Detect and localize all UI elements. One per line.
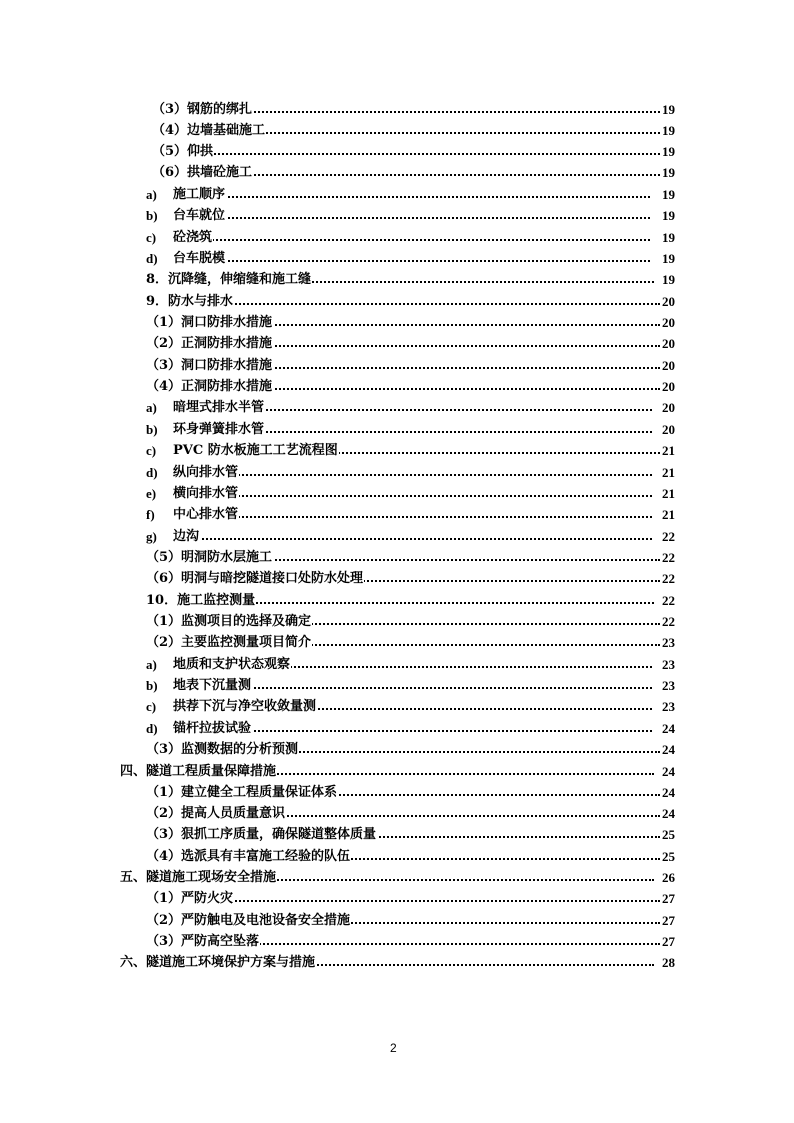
toc-entry[interactable] bbox=[152, 121, 675, 141]
toc-leader-dots bbox=[175, 196, 650, 198]
toc-entry[interactable] bbox=[146, 655, 675, 675]
toc-entry[interactable] bbox=[146, 270, 675, 290]
toc-entry-page: 24 bbox=[661, 783, 675, 803]
toc-entry-label: （4）正洞防排水措施 bbox=[146, 377, 273, 397]
toc-entry-page: 22 bbox=[661, 569, 675, 589]
toc-entry-page: 24 bbox=[661, 762, 675, 782]
toc-leader-dots bbox=[175, 239, 650, 241]
toc-entry-page: 20 bbox=[661, 334, 675, 354]
toc-entry-label: PVC 防水板施工工艺流程图 bbox=[173, 441, 339, 461]
toc-entry-page: 22 bbox=[661, 612, 675, 632]
toc-entry[interactable] bbox=[146, 719, 675, 739]
toc-entry[interactable] bbox=[146, 783, 675, 803]
toc-entry-page: 21 bbox=[661, 463, 675, 483]
toc-entry-label: （1）严防火灾 bbox=[146, 889, 234, 909]
toc-entry-label: 10．施工监控测量 bbox=[146, 591, 256, 611]
toc-entry-marker: b) bbox=[146, 208, 158, 223]
toc-entry[interactable] bbox=[152, 142, 675, 162]
toc-leader-dots bbox=[175, 495, 652, 497]
toc-leader-dots bbox=[175, 260, 650, 262]
toc-entry-label: （2）严防触电及电池设备安全措施 bbox=[146, 911, 351, 931]
toc-entry-page: 19 bbox=[661, 121, 675, 141]
toc-entry-page: 20 bbox=[661, 420, 675, 440]
toc-entry[interactable] bbox=[146, 825, 675, 845]
toc-entry-label: 六、隧道施工环境保护方案与措施 bbox=[120, 953, 316, 973]
toc-entry[interactable] bbox=[146, 206, 675, 226]
toc-entry-label: （5）仰拱 bbox=[152, 142, 214, 162]
toc-entry[interactable] bbox=[146, 697, 675, 717]
toc-entry-label: 9．防水与排水 bbox=[146, 292, 234, 312]
toc-entry-label: （3）严防高空坠落 bbox=[146, 932, 260, 952]
toc-entry-page: 19 bbox=[661, 249, 675, 269]
toc-entry-page: 20 bbox=[661, 292, 675, 312]
toc-leader-dots bbox=[154, 153, 660, 155]
toc-entry[interactable] bbox=[146, 847, 675, 867]
toc-entry-marker: b) bbox=[146, 678, 158, 693]
toc-entry[interactable] bbox=[146, 889, 675, 909]
toc-entry-marker: d) bbox=[146, 465, 158, 480]
toc-entry-label: （6）明洞与暗挖隧道接口处防水处理 bbox=[146, 569, 364, 589]
toc-entry[interactable] bbox=[146, 548, 675, 568]
toc-leader-dots bbox=[175, 217, 650, 219]
toc-entry-page: 27 bbox=[661, 911, 675, 931]
toc-entry-marker: c) bbox=[146, 699, 157, 714]
toc-entry-label: 砼浇筑 bbox=[173, 228, 213, 248]
toc-entry-page: 27 bbox=[661, 932, 675, 952]
toc-entry-label: 环身弹簧排水管 bbox=[173, 420, 265, 440]
toc-entry-label: （1）洞口防排水措施 bbox=[146, 313, 273, 333]
toc-entry-page: 22 bbox=[661, 591, 675, 611]
toc-entry-label: 五、隧道施工现场安全措施 bbox=[120, 868, 277, 888]
toc-leader-dots bbox=[175, 538, 652, 540]
toc-entry-marker: b) bbox=[146, 422, 158, 437]
toc-entry[interactable] bbox=[146, 676, 675, 696]
toc-entry-page: 19 bbox=[661, 163, 675, 183]
toc-entry-label: （4）边墙基础施工 bbox=[152, 121, 266, 141]
toc-entry-page: 22 bbox=[661, 548, 675, 568]
toc-entry-page: 23 bbox=[661, 633, 675, 653]
toc-entry[interactable] bbox=[146, 463, 675, 483]
toc-entry[interactable] bbox=[146, 569, 675, 589]
toc-entry-label: （4）选派具有丰富施工经验的队伍 bbox=[146, 847, 351, 867]
toc-entry-marker: d) bbox=[146, 251, 158, 266]
toc-entry-marker: a) bbox=[146, 400, 157, 415]
toc-entry-marker: c) bbox=[146, 443, 157, 458]
toc-entry[interactable] bbox=[146, 484, 675, 504]
toc-entry-page: 24 bbox=[661, 804, 675, 824]
toc-entry[interactable] bbox=[146, 911, 675, 931]
toc-entry-marker: g) bbox=[146, 529, 157, 544]
toc-entry-page: 19 bbox=[661, 270, 675, 290]
toc-entry-label: 施工顺序 bbox=[173, 185, 226, 205]
toc-entry-label: 地质和支护状态观察 bbox=[173, 655, 291, 675]
toc-entry[interactable] bbox=[146, 633, 675, 653]
toc-entry-page: 19 bbox=[661, 185, 675, 205]
toc-entry-label: 拱荐下沉与净空收敛量测 bbox=[173, 697, 317, 717]
toc-entry-label: 横向排水管 bbox=[173, 484, 239, 504]
toc-entry[interactable] bbox=[120, 762, 675, 782]
toc-entry-label: 台车就位 bbox=[173, 206, 226, 226]
toc-entry-label: （1）监测项目的选择及确定 bbox=[146, 612, 312, 632]
toc-entry-label: （3）钢筋的绑扎 bbox=[152, 100, 253, 120]
toc-entry-page: 23 bbox=[661, 655, 675, 675]
toc-entry-page: 21 bbox=[661, 505, 675, 525]
toc-entry[interactable] bbox=[146, 377, 675, 397]
toc-entry-page: 19 bbox=[661, 228, 675, 248]
toc-entry-label: 中心排水管 bbox=[173, 505, 239, 525]
toc-entry-label: （2）主要监控测量项目简介 bbox=[146, 633, 312, 653]
toc-entry[interactable] bbox=[120, 953, 675, 973]
toc-entry-page: 19 bbox=[661, 206, 675, 226]
toc-entry[interactable] bbox=[146, 292, 675, 312]
toc-entry[interactable] bbox=[146, 249, 675, 269]
toc-entry[interactable] bbox=[146, 334, 675, 354]
toc-entry[interactable] bbox=[120, 868, 675, 888]
toc-entry-page: 23 bbox=[661, 697, 675, 717]
toc-entry-label: 台车脱模 bbox=[173, 249, 226, 269]
toc-entry-page: 21 bbox=[661, 484, 675, 504]
toc-leader-dots bbox=[175, 516, 652, 518]
toc-entry[interactable] bbox=[152, 100, 675, 120]
toc-entry-marker: a) bbox=[146, 187, 157, 202]
toc-entry[interactable] bbox=[146, 612, 675, 632]
toc-entry[interactable] bbox=[146, 591, 675, 611]
toc-entry[interactable] bbox=[146, 228, 675, 248]
toc-entry-label: 纵向排水管 bbox=[173, 463, 239, 483]
toc-entry-marker: d) bbox=[146, 721, 158, 736]
page-number: 2 bbox=[390, 1041, 397, 1055]
toc-entry[interactable] bbox=[146, 185, 675, 205]
toc-entry-page: 26 bbox=[661, 868, 675, 888]
toc-entry-marker: e) bbox=[146, 486, 157, 501]
toc-entry-page: 25 bbox=[661, 847, 675, 867]
toc-entry-page: 20 bbox=[661, 398, 675, 418]
toc-entry[interactable] bbox=[146, 505, 675, 525]
toc-entry[interactable] bbox=[146, 527, 675, 547]
toc-entry-page: 25 bbox=[661, 825, 675, 845]
toc-entry-page: 20 bbox=[661, 313, 675, 333]
toc-entry-marker: c) bbox=[146, 230, 157, 245]
toc-entry-label: （1）建立健全工程质量保证体系 bbox=[146, 783, 338, 803]
toc-entry-label: 四、隧道工程质量保障措施 bbox=[120, 762, 277, 782]
toc-leader-dots bbox=[175, 474, 652, 476]
toc-entry-label: 暗埋式排水半管 bbox=[173, 398, 265, 418]
toc-entry-page: 20 bbox=[661, 356, 675, 376]
toc-entry-label: （3）洞口防排水措施 bbox=[146, 356, 273, 376]
toc-entry-label: 8．沉降缝，伸缩缝和施工缝 bbox=[146, 270, 312, 290]
toc-entry[interactable] bbox=[146, 420, 675, 440]
toc-entry-label: （2）提高人员质量意识 bbox=[146, 804, 286, 824]
toc-entry-marker: f) bbox=[146, 507, 155, 522]
toc-entry[interactable] bbox=[146, 932, 675, 952]
toc-entry-label: （5）明洞防水层施工 bbox=[146, 548, 273, 568]
toc-entry-page: 19 bbox=[661, 100, 675, 120]
toc-entry-page: 20 bbox=[661, 377, 675, 397]
toc-entry-page: 24 bbox=[661, 740, 675, 760]
toc-entry-page: 28 bbox=[661, 953, 675, 973]
toc-entry-marker: a) bbox=[146, 657, 157, 672]
toc-entry-label: （2）正洞防排水措施 bbox=[146, 334, 273, 354]
toc-entry[interactable] bbox=[146, 804, 675, 824]
toc-entry-page: 24 bbox=[661, 719, 675, 739]
toc-entry[interactable] bbox=[146, 740, 675, 760]
toc-entry[interactable] bbox=[146, 398, 675, 418]
toc-entry[interactable] bbox=[146, 441, 675, 461]
toc-entry-page: 19 bbox=[661, 142, 675, 162]
toc-entry[interactable] bbox=[146, 313, 675, 333]
toc-entry-label: 地表下沉量测 bbox=[173, 676, 252, 696]
toc-entry-page: 23 bbox=[661, 676, 675, 696]
toc-entry-label: （3）狠抓工序质量，确保隧道整体质量 bbox=[146, 825, 377, 845]
toc-entry-label: （6）拱墙砼施工 bbox=[152, 163, 253, 183]
toc-entry-label: （3）监测数据的分析预测 bbox=[146, 740, 299, 760]
toc-entry-page: 22 bbox=[661, 527, 675, 547]
toc-entry[interactable] bbox=[152, 163, 675, 183]
toc-entry-page: 27 bbox=[661, 889, 675, 909]
toc-entry[interactable] bbox=[146, 356, 675, 376]
toc-entry-label: 边沟 bbox=[173, 527, 200, 547]
toc-entry-label: 锚杆拉拔试验 bbox=[173, 719, 252, 739]
toc-entry-page: 21 bbox=[661, 441, 675, 461]
